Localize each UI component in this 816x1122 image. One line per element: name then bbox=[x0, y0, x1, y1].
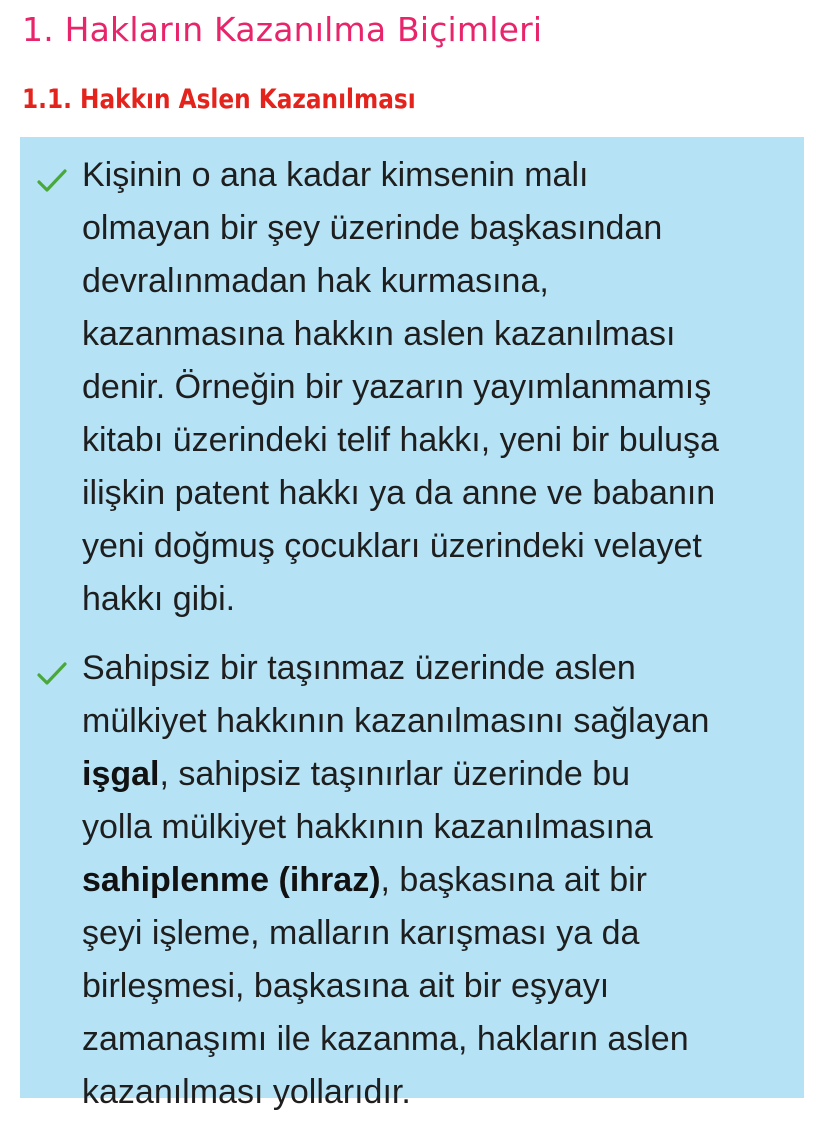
text-line: Sahipsiz bir taşınmaz üzerinde aslen bbox=[82, 649, 636, 687]
text-line: kazanılması yollarıdır. bbox=[82, 1073, 411, 1111]
text-line: olmayan bir şey üzerinde başkasından bbox=[82, 209, 663, 247]
bullet-item-1 bbox=[20, 149, 804, 629]
subsection-title: 1.1. Hakkın Aslen Kazanılması bbox=[22, 84, 416, 115]
text-line: kitabı üzerindeki telif hakkı, yeni bir buluşa bbox=[82, 421, 719, 459]
text-line: kazanmasına hakkın aslen kazanılması bbox=[82, 315, 676, 353]
bullet-item-2 bbox=[20, 642, 804, 1122]
text-line: hakkı gibi. bbox=[82, 580, 236, 618]
content-box bbox=[20, 137, 804, 1111]
bullet-text-2 bbox=[82, 642, 798, 1119]
text-line: şeyi işleme, malların karışması ya da bbox=[82, 914, 640, 952]
text-line: yolla mülkiyet hakkının kazanılmasına bbox=[82, 808, 653, 846]
bold-term-isgal: işgal bbox=[82, 755, 160, 793]
text-line: ilişkin patent hakkı ya da anne ve babanın bbox=[82, 474, 716, 512]
bullet-text-1 bbox=[82, 149, 798, 626]
text-line: , sahipsiz taşınırlar üzerinde bu bbox=[159, 755, 631, 793]
text-line: yeni doğmuş çocukları üzerindeki velayet bbox=[82, 527, 702, 565]
bold-term-sahiplenme: sahiplenme (ihraz) bbox=[82, 861, 381, 899]
text-line: birleşmesi, başkasına ait bir eşyayı bbox=[82, 967, 610, 1005]
section-title: 1. Hakların Kazanılma Biçimleri bbox=[22, 10, 543, 49]
check-icon bbox=[32, 654, 72, 694]
text-line: devralınmadan hak kurmasına, bbox=[82, 262, 549, 300]
text-line: Kişinin o ana kadar kimsenin malı bbox=[82, 156, 589, 194]
text-line: mülkiyet hakkının kazanılmasını sağlayan bbox=[82, 702, 710, 740]
text-line: denir. Örneğin bir yazarın yayımlanmamış bbox=[82, 368, 712, 406]
check-icon bbox=[32, 161, 72, 201]
text-line: zamanaşımı ile kazanma, hakların aslen bbox=[82, 1020, 689, 1058]
text-line: , başkasına ait bir bbox=[380, 861, 647, 899]
